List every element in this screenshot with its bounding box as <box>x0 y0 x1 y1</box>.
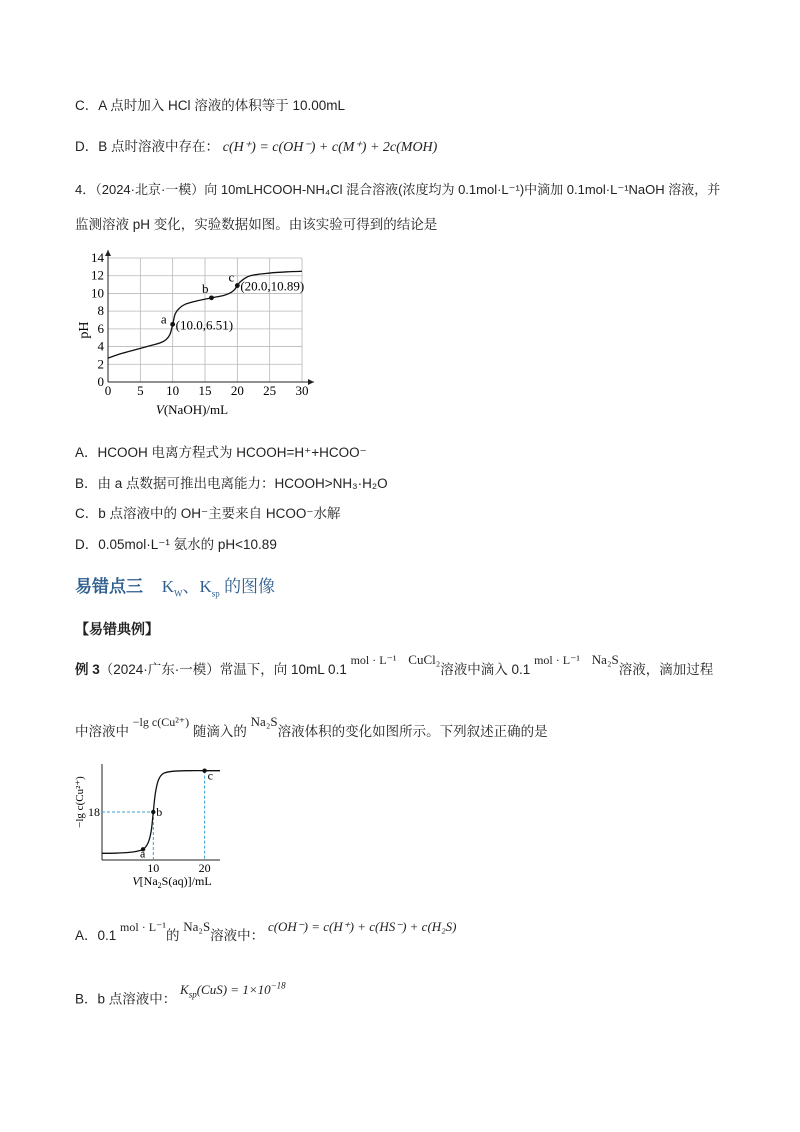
ex3-neglog: −lg c(Cu²⁺) <box>132 715 190 729</box>
q3-option-d <box>75 137 437 158</box>
chart1-point-annotation-a: (10.0,6.51) <box>175 317 234 333</box>
ex3-unit-2: mol · L⁻¹ <box>534 653 581 667</box>
chart2-point-b <box>151 810 155 814</box>
ex3-line2-a: 中溶液中 <box>75 724 129 739</box>
chart2-x-tick-label: 10 <box>147 861 160 875</box>
section-title: 易错点三 <box>75 577 143 596</box>
chart2-ylabel: −lg c(Cu²⁺) <box>74 776 86 828</box>
ex3-option-a <box>75 919 457 946</box>
q4-option-d: D．0.05mol·L⁻¹ 氨水的 pH<10.89 <box>75 537 277 552</box>
example-box-title: 【易错典例】 <box>75 621 159 637</box>
chart1-point-label-a: a <box>160 311 167 327</box>
chart1-y-tick-label: 12 <box>91 267 104 283</box>
chart2-x-tick-label: 20 <box>198 861 211 875</box>
ph-titration-chart <box>70 246 330 421</box>
chart1-xlabel: V(NaOH)/mL <box>155 402 229 417</box>
chart1-point-c <box>235 283 240 288</box>
ex3-label: 例 3 <box>75 662 100 677</box>
ex3-na2s-2: Na₂S <box>250 714 278 729</box>
chart2-point-label-c: c <box>207 768 213 783</box>
section-heading <box>75 572 275 598</box>
q4-option-a: A．HCOOH 电离方程式为 HCOOH=H⁺+HCOO⁻ <box>75 445 367 460</box>
chart1-point-b <box>209 295 214 300</box>
chart1-x-tick-label: 0 <box>104 383 112 398</box>
chart1-x-tick-label: 25 <box>263 383 277 398</box>
chart1-y-tick-label: 4 <box>97 338 104 354</box>
chart1-y-tick-label: 2 <box>97 356 104 372</box>
chart1-point-label-c: c <box>228 269 235 285</box>
ex3-option-a-formula: c(OH⁻) = c(H⁺) + c(HS⁻) + c(H₂S) <box>267 919 457 934</box>
ex3-line1-b: 溶液中滴入 0.1 <box>440 662 531 677</box>
chart1-point-a <box>170 322 175 327</box>
chart1-y-tick-label: 8 <box>97 303 104 319</box>
chart1-y-tick-label: 14 <box>91 250 104 265</box>
chart1-y-arrow <box>105 250 111 256</box>
ex3-cucl2: CuCl₂ <box>408 652 441 667</box>
ex3-option-b-label: B．b 点溶液中： <box>75 991 177 1007</box>
chart1-x-arrow <box>308 379 314 385</box>
chart2-point-c <box>202 768 206 772</box>
q3-option-d-label: D．B 点时溶液中存在： <box>75 139 220 154</box>
ex3-option-a-na2s: Na₂S <box>183 919 211 934</box>
q4-stem-line2: 监测溶液 pH 变化，实验数据如图。由该实验可得到的结论是 <box>75 217 438 232</box>
ex3-option-a-de: 的 <box>165 928 180 943</box>
q3-option-d-formula: c(H⁺) = c(OH⁻) + c(M⁺) + 2c(MOH) <box>222 140 438 155</box>
ex3-line2-c: 溶液体积的变化如图所示。下列叙述正确的是 <box>277 724 548 739</box>
ex3-option-b-formula: $K_{sp}(CuS) = 1\times 10^{-18}$ <box>180 981 286 1000</box>
q4-option-b: B．由 a 点数据可推出电离能力：HCOOH>NH₃·H₂O <box>75 476 388 491</box>
ex3-line2 <box>75 714 548 742</box>
ex3-option-a-label: A．0.1 <box>75 928 117 943</box>
chart1-x-tick-label: 5 <box>137 383 144 398</box>
ex3-option-a-text: 溶液中： <box>210 928 265 943</box>
ex3-line1-c: 溶液，滴加过程 <box>618 662 714 677</box>
ex3-unit-1: mol · L⁻¹ <box>350 653 397 667</box>
ex3-option-a-unit: mol · L⁻¹ <box>120 920 166 934</box>
chart1-y-tick-label: 0 <box>97 374 104 389</box>
chart1-x-tick-label: 10 <box>166 383 180 398</box>
chart1-x-tick-label: 30 <box>295 383 309 398</box>
chart2-point-label-b: b <box>156 805 163 819</box>
chart1-point-label-b: b <box>201 280 209 296</box>
section-kw: $K_W$、$K_{sp}$ 的图像 <box>161 577 276 599</box>
chart1-x-tick-label: 20 <box>230 383 244 398</box>
chart2-point-label-a: a <box>140 846 146 861</box>
chart2-xlabel: $V[Na_2S(aq)]/mL$ <box>132 874 212 890</box>
chart1-x-tick-label: 15 <box>198 383 212 398</box>
chart1-point-annotation-c: (20.0,10.89) <box>240 278 305 294</box>
chart1-y-tick-label: 10 <box>91 285 104 301</box>
ex3-line1 <box>75 652 714 680</box>
chart1-ylabel: pH <box>77 321 92 339</box>
cu-titration-chart <box>72 758 242 890</box>
ex3-option-b <box>75 981 286 1014</box>
ex3-line2-b: 随滴入的 <box>192 724 247 739</box>
ex3-na2s: Na₂S <box>591 652 619 667</box>
q4-option-c: C．b 点溶液中的 OH⁻主要来自 HCOO⁻水解 <box>75 506 341 521</box>
ex3-line1-a: （2024·广东·一模）常温下，向 10mL 0.1 <box>99 662 347 677</box>
q3-option-c: C．A 点时加入 HCl 溶液的体积等于 10.00mL <box>75 98 346 113</box>
chart1-y-tick-label: 6 <box>97 320 104 336</box>
chart2-y-tick-label: 18 <box>88 805 100 819</box>
q4-stem-line1: 4．（2024·北京·一模）向 10mLHCOOH-NH₄Cl 混合溶液(浓度均为 0.1mol·L⁻¹)中滴加 0.1mol·L⁻¹NaOH 溶液，并 <box>75 182 721 197</box>
